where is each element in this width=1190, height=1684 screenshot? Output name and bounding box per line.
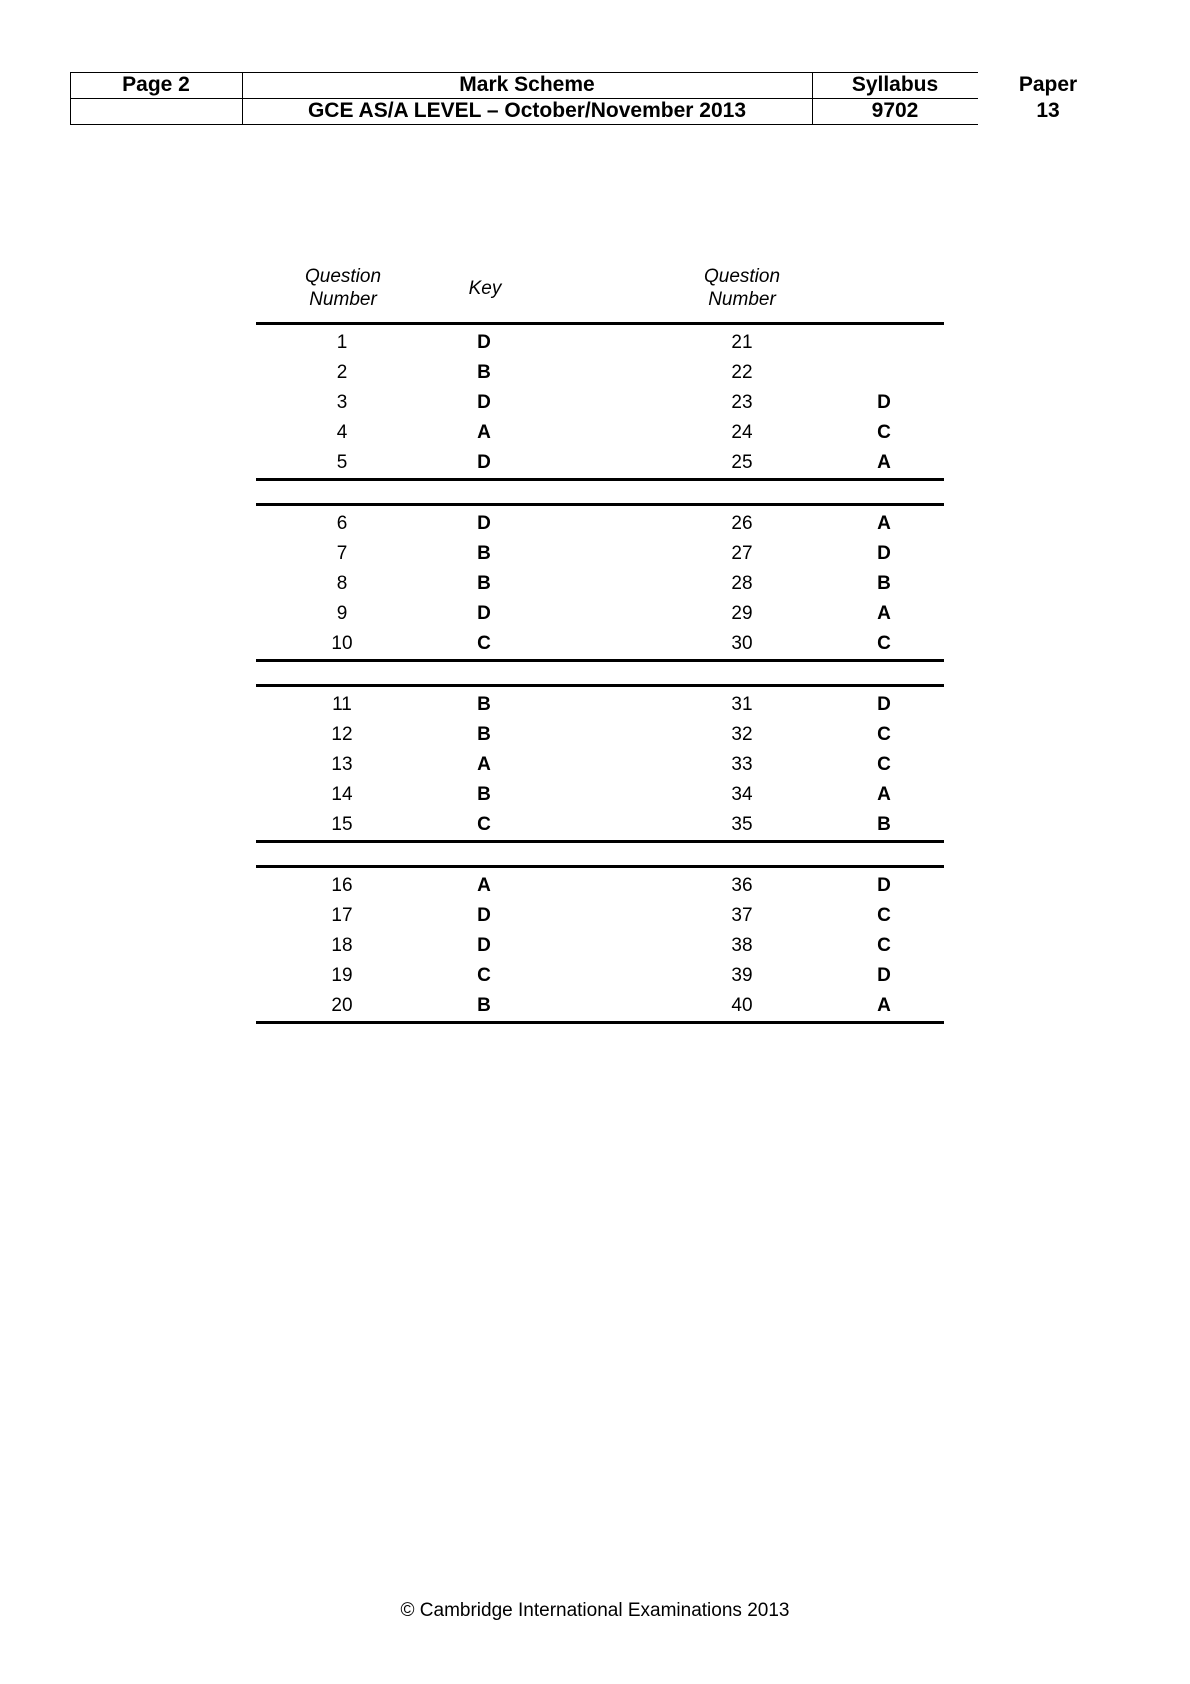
answer-key: A [877, 513, 891, 534]
answer-key: C [877, 754, 891, 775]
answer-key: D [477, 935, 491, 956]
column-heading-question-number-right [682, 265, 802, 311]
question-number: 7 [336, 543, 348, 564]
answer-key: B [877, 814, 891, 835]
question-number: 6 [336, 513, 348, 534]
question-number: 5 [336, 452, 348, 473]
answer-key [844, 328, 924, 358]
question-number: 1 [336, 332, 348, 353]
question-number: 30 [731, 633, 753, 654]
question-number: 13 [331, 754, 353, 775]
answer-key: D [477, 905, 491, 926]
question-number: 29 [731, 603, 753, 624]
answer-key: C [877, 905, 891, 926]
answer-key: D [477, 603, 491, 624]
answer-key: B [477, 362, 491, 383]
answer-key: D [877, 965, 891, 986]
group-top-rule [256, 865, 944, 868]
question-number: 11 [332, 694, 352, 715]
answer-key: A [477, 754, 491, 775]
answer-key: A [477, 422, 491, 443]
question-number: 12 [331, 724, 353, 745]
answer-key: D [877, 875, 891, 896]
question-number: 3 [336, 392, 348, 413]
answer-key: C [877, 935, 891, 956]
header-paper-label: Paper [1018, 73, 1078, 96]
question-number: 14 [331, 784, 353, 805]
document-header [70, 72, 1090, 124]
question-number: 40 [731, 995, 753, 1016]
header-exam: GCE AS/A LEVEL – October/November 2013 [307, 99, 747, 122]
answer-key: C [477, 633, 491, 654]
question-number: 27 [731, 543, 753, 564]
header-rule-bottom [70, 124, 978, 125]
question-number: 39 [731, 965, 753, 986]
question-number: 35 [731, 814, 753, 835]
answer-key: D [477, 513, 491, 534]
answer-key: C [877, 724, 891, 745]
answer-key: B [477, 573, 491, 594]
group-top-rule [256, 503, 944, 506]
answer-key: C [877, 422, 891, 443]
question-number: 26 [731, 513, 753, 534]
group-top-rule [256, 684, 944, 687]
question-number: 28 [731, 573, 753, 594]
answer-key: A [877, 452, 891, 473]
answer-key: B [477, 724, 491, 745]
question-number: 38 [731, 935, 753, 956]
answer-key: A [477, 875, 491, 896]
answer-key: D [477, 392, 491, 413]
header-syllabus-label: Syllabus [851, 73, 939, 96]
column-heading-line: Number [708, 289, 776, 310]
group-top-rule [256, 322, 944, 325]
question-number: 21 [731, 332, 753, 353]
answer-key: A [877, 995, 891, 1016]
answer-key: C [477, 965, 491, 986]
column-heading-key: Key [468, 278, 502, 299]
question-number: 19 [331, 965, 353, 986]
header-syllabus: 9702 [871, 99, 919, 122]
answer-key [844, 358, 924, 388]
question-number: 25 [731, 452, 753, 473]
question-number: 10 [331, 633, 353, 654]
answer-key: A [877, 603, 891, 624]
question-number: 36 [731, 875, 753, 896]
question-number: 31 [731, 694, 753, 715]
question-number: 32 [731, 724, 753, 745]
answer-key: B [477, 995, 491, 1016]
column-heading-question-number-left [283, 265, 403, 311]
column-heading-line: Question [304, 266, 382, 287]
group-bottom-rule [256, 1021, 944, 1024]
question-number: 33 [731, 754, 753, 775]
answer-key: D [877, 392, 891, 413]
answer-key: C [877, 633, 891, 654]
question-number: 4 [336, 422, 348, 443]
header-paper: 13 [1036, 99, 1060, 122]
answer-key: D [477, 452, 491, 473]
question-number: 2 [336, 362, 348, 383]
answer-key: D [477, 332, 491, 353]
answer-key: D [877, 543, 891, 564]
column-heading-line: Number [309, 289, 377, 310]
question-number: 23 [731, 392, 753, 413]
header-page: Page 2 [122, 73, 190, 96]
question-number: 17 [331, 905, 353, 926]
question-number: 16 [331, 875, 353, 896]
question-number: 15 [331, 814, 353, 835]
answer-key: B [477, 543, 491, 564]
header-mark-scheme: Mark Scheme [459, 73, 595, 96]
question-number: 24 [731, 422, 753, 443]
answer-key: B [877, 573, 891, 594]
question-number: 22 [731, 362, 753, 383]
question-number: 8 [336, 573, 348, 594]
question-number: 34 [731, 784, 753, 805]
answer-key: C [477, 814, 491, 835]
answer-key: B [477, 784, 491, 805]
question-number: 18 [331, 935, 353, 956]
question-number: 9 [336, 603, 348, 624]
column-heading-line: Question [703, 266, 781, 287]
answer-key: D [877, 694, 891, 715]
copyright-footer: © Cambridge International Examinations 2013 [400, 1600, 790, 1621]
group-bottom-rule [256, 840, 944, 843]
answer-key: B [477, 694, 491, 715]
question-number: 20 [331, 995, 353, 1016]
question-number: 37 [731, 905, 753, 926]
answer-key: A [877, 784, 891, 805]
group-bottom-rule [256, 478, 944, 481]
group-bottom-rule [256, 659, 944, 662]
